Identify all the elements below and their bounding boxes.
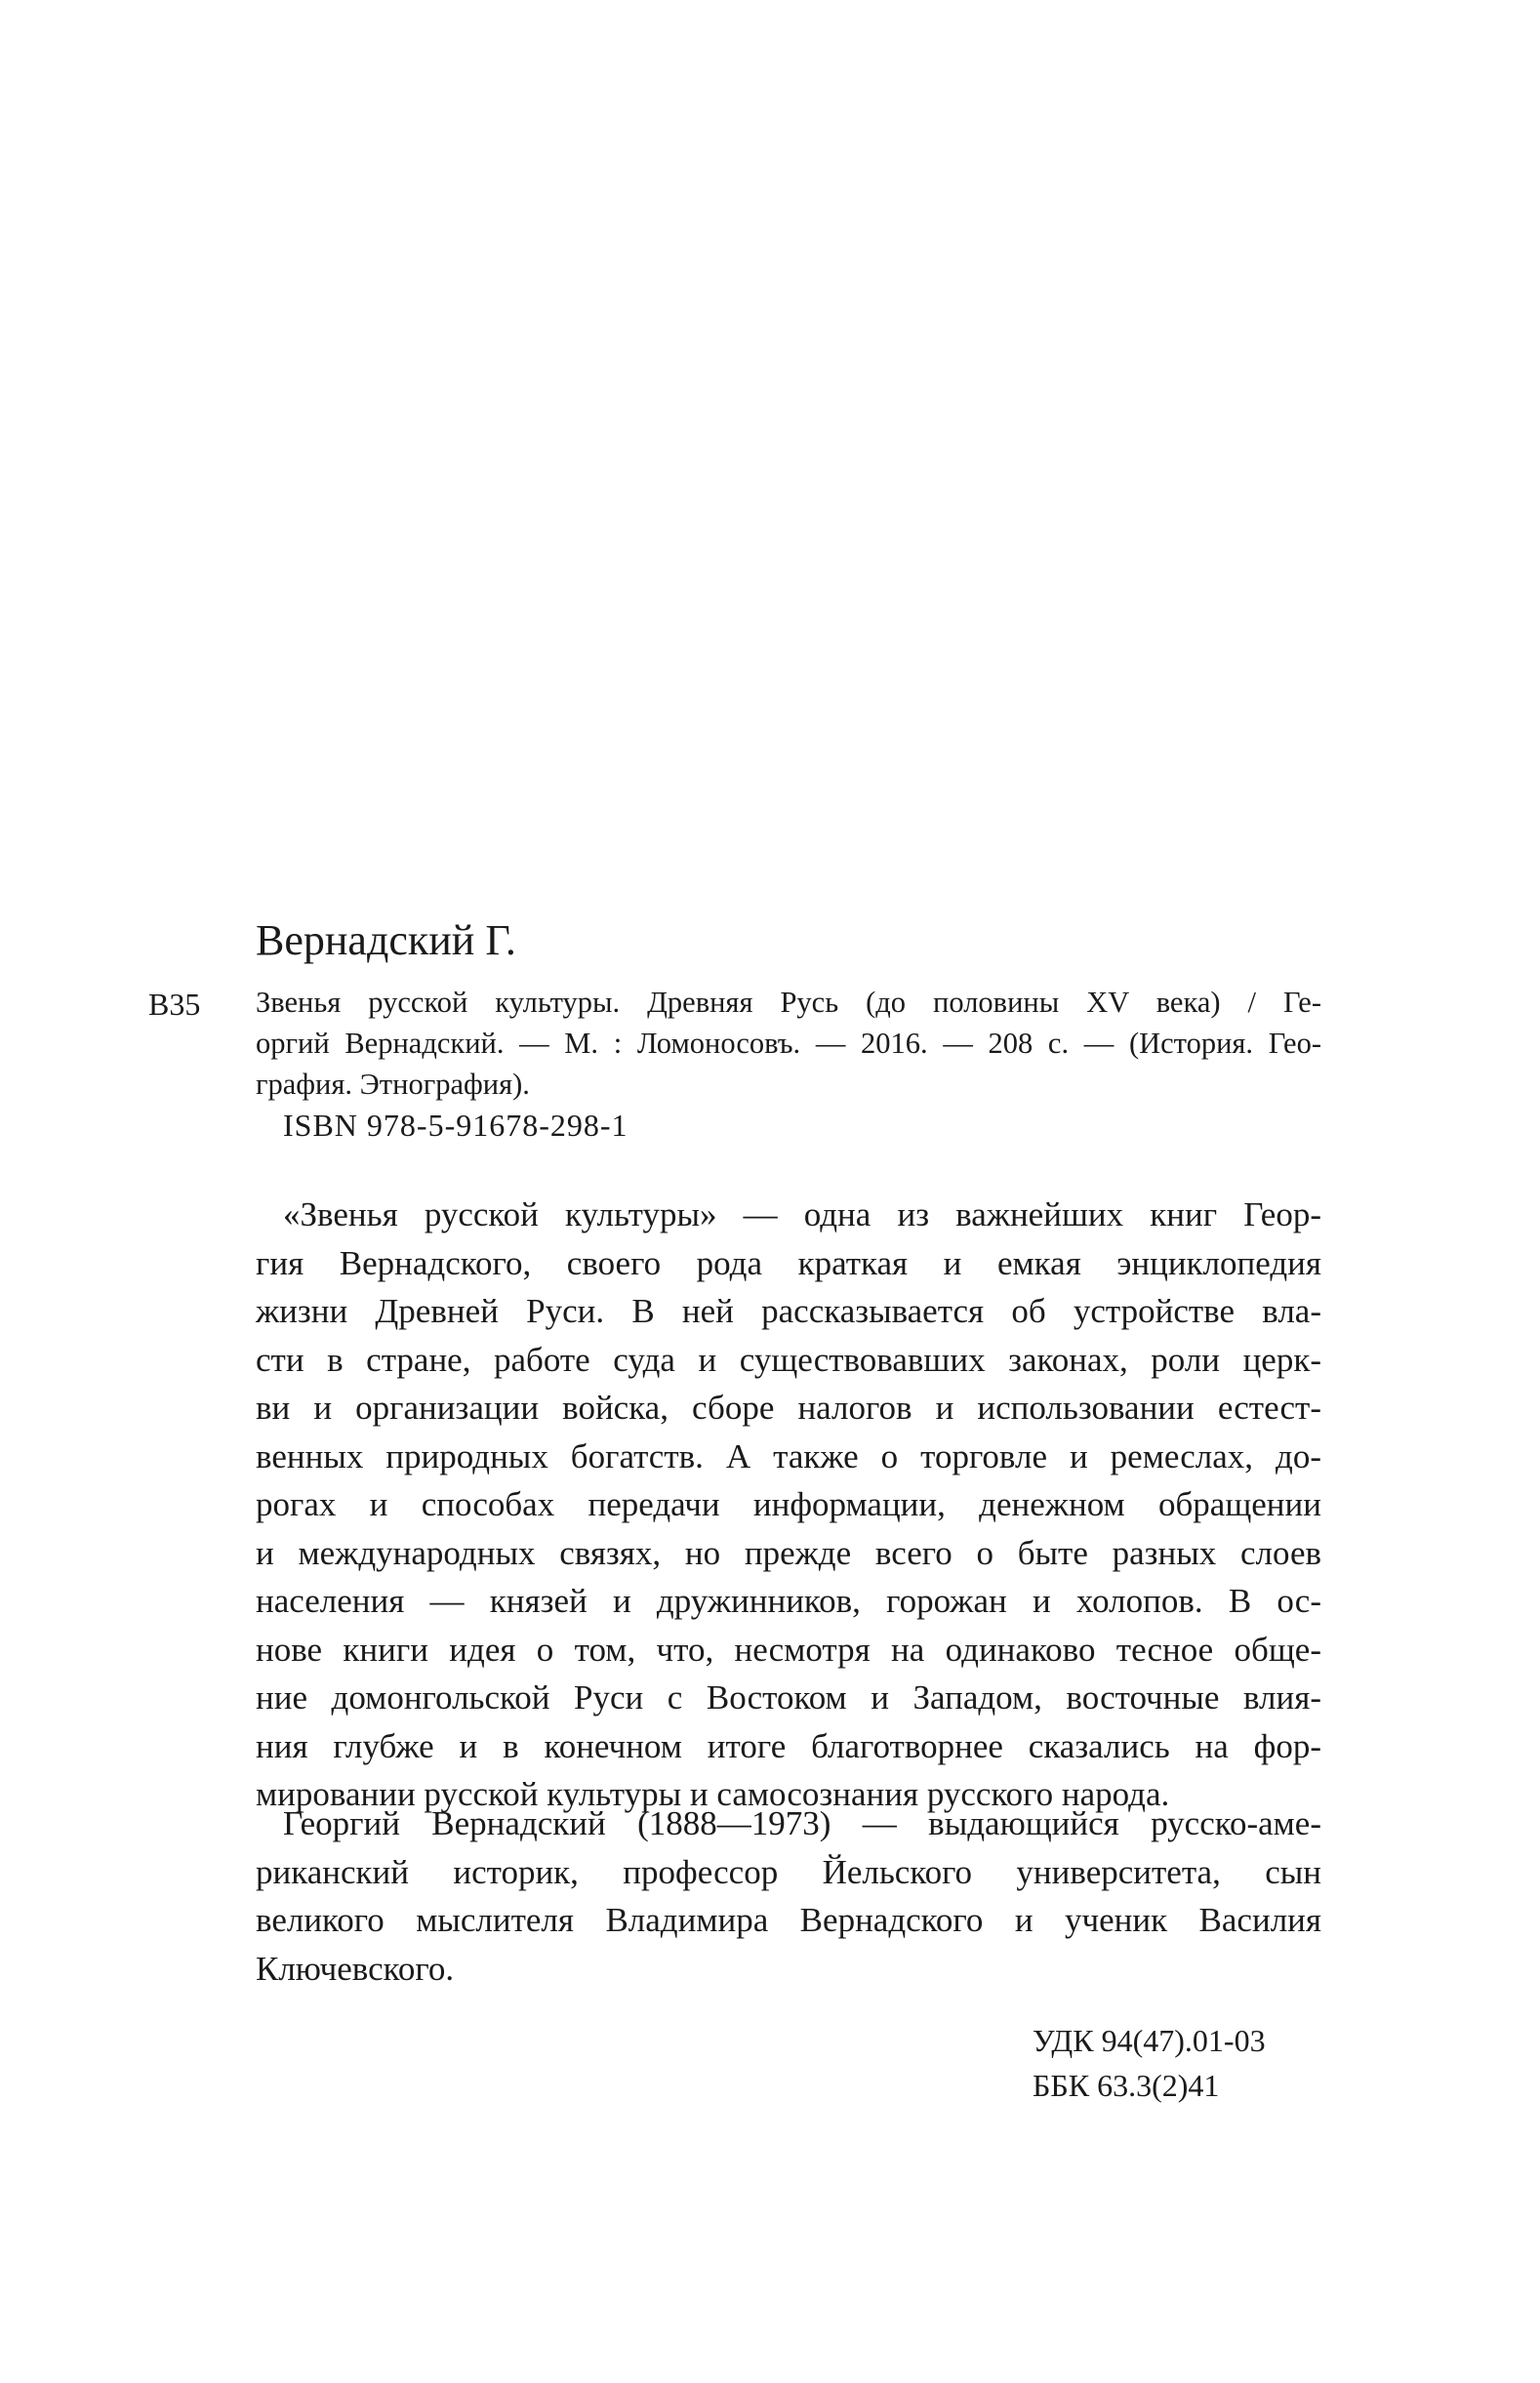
classification-codes xyxy=(1033,2018,1266,2108)
author-code: В35 xyxy=(148,987,201,1022)
about-line: Георгий Вернадский (1888—1973) — выдающийся русско-аме- xyxy=(283,1804,1321,1842)
annotation-line: ви и организации войска, сборе налогов и использовании естест- xyxy=(256,1389,1321,1427)
about-line: великого мыслителя Владимира Вернадского и ученик Василия xyxy=(256,1901,1321,1939)
annotation-line: и международных связях, но прежде всего о быте разных слоев xyxy=(256,1533,1321,1572)
biblio-line: оргий Вернадский. — М. : Ломоносовъ. — 2016. — 208 с. — (История. Гео- xyxy=(256,1027,1321,1060)
isbn-number: ISBN 978-5-91678-298-1 xyxy=(283,1108,628,1143)
annotation-line: рогах и способах передачи информации, денежном обращении xyxy=(256,1485,1321,1523)
biblio-line: Звенья русской культуры. Древняя Русь (до половины XV века) / Ге- xyxy=(256,986,1321,1019)
udk-code: УДК 94(47).01-03 xyxy=(1033,2023,1266,2058)
bbk-code: ББК 63.3(2)41 xyxy=(1033,2068,1220,2103)
annotation-line: населения — князей и дружинников, горожан и холопов. В ос- xyxy=(256,1582,1321,1620)
biblio-line: графия. Этнография). xyxy=(256,1068,530,1101)
about-line: Ключевского. xyxy=(256,1949,455,1988)
annotation-paragraph xyxy=(256,1191,1321,1819)
annotation-line: гия Вернадского, своего рода краткая и емкая энциклопедия xyxy=(256,1243,1321,1282)
annotation-line: нове книги идея о том, что, несмотря на одинаково тесное обще- xyxy=(256,1630,1321,1669)
annotation-line: ния глубже и в конечном итоге благотворнее сказались на фор- xyxy=(256,1726,1321,1765)
bibliographic-description xyxy=(256,982,1321,1105)
annotation-line: мировании русской культуры и самосознания русского народа. xyxy=(256,1775,1170,1813)
annotation-line: «Звенья русской культуры» — одна из важнейших книг Геор- xyxy=(283,1195,1321,1233)
annotation-line: венных природных богатств. А также о торговле и ремеслах, до- xyxy=(256,1436,1321,1475)
annotation-line: ние домонгольской Руси с Востоком и Западом, восточные влия- xyxy=(256,1678,1321,1717)
annotation-line: сти в стране, работе суда и существовавших законах, роли церк- xyxy=(256,1340,1321,1379)
annotation-line: жизни Древней Руси. В ней рассказывается об устройстве вла- xyxy=(256,1292,1321,1330)
author-heading: Вернадский Г. xyxy=(256,916,516,964)
about-author-paragraph xyxy=(256,1799,1321,1993)
about-line: риканский историк, профессор Йельского университета, сын xyxy=(256,1852,1321,1891)
